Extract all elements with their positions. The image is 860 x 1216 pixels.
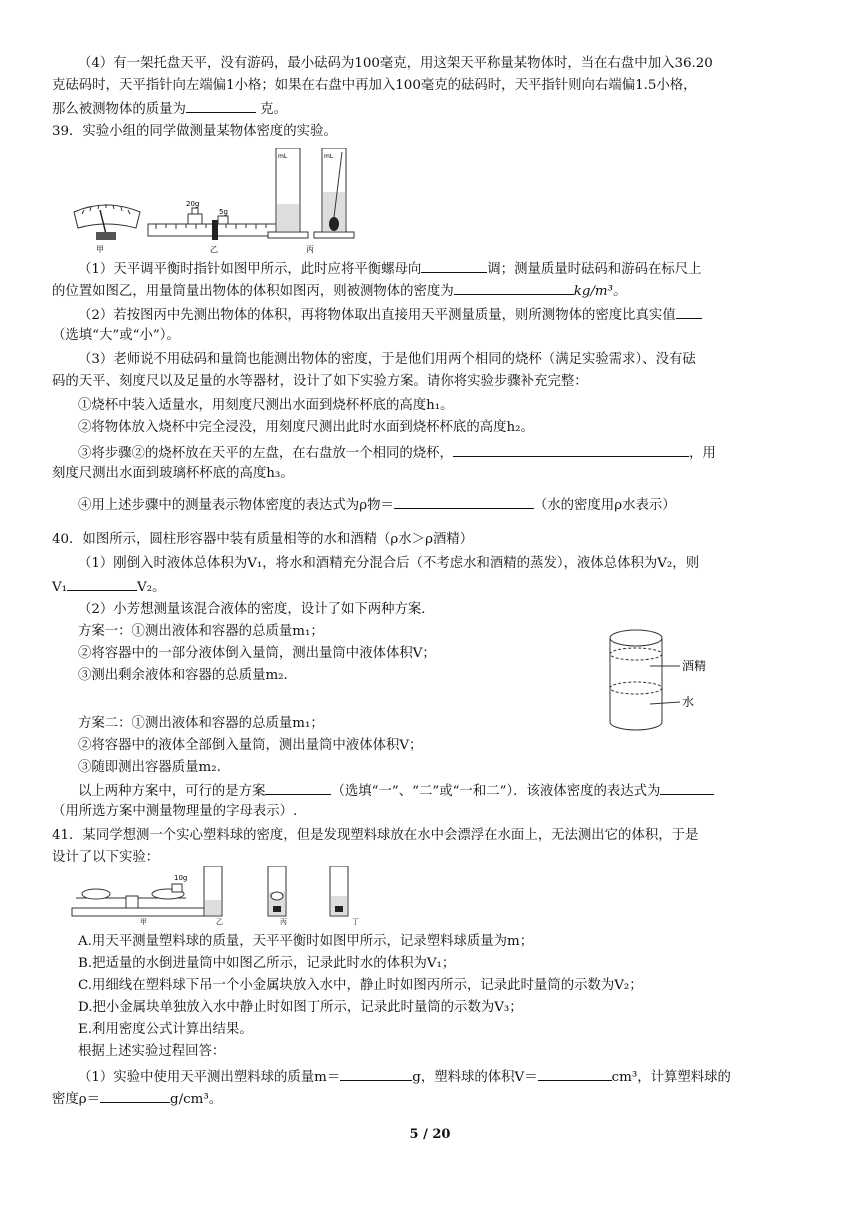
q40-conclusion-line1: 以上两种方案中，可行的是方案 （选填“一”、“二”或“一和二”）．该液体密度的表达式为 [78,780,812,802]
cylinder-bing [268,866,287,926]
answer-blank[interactable] [100,1088,170,1103]
q39-part3-line1: （3）老师说不用砝码和量筒也能测出物体的密度，于是他们用两个相同的烧杯（满足实验需求）、没有砝 [78,352,696,367]
q41-figure [68,866,384,926]
q41-title-line2: 设计了以下实验： [52,850,160,865]
q41-step-D: D.把小金属块单独放入水中静止时如图丁所示，记录此时量筒的示数为V₃； [78,1000,523,1015]
q40-container-figure [606,626,736,736]
answer-blank[interactable] [265,780,331,795]
answer-blank[interactable] [340,1066,412,1081]
q41-step-C: C.用细线在塑料球下吊一个小金属块放入水中，静止时如图丙所示，记录此时量筒的示数为V₂； [78,978,643,993]
q39-title: 39．实验小组的同学做测量某物体密度的实验。 [52,124,337,139]
page-number: 5 / 20 [409,1127,451,1142]
q40-plan2-step2: ②将容器中的液体全部倒入量筒，测出量筒中液体体积V； [78,738,423,753]
q39-step3-line1: ③将步骤②的烧杯放在天平的左盘，在右盘放一个相同的烧杯， ，用 [78,442,812,464]
q40-plan2-step1: 方案二：①测出液体和容器的总质量m₁； [78,716,324,731]
q39-part3-line2: 码的天平、刻度尺以及足量的水等器材，设计了如下实验方案。请你将实验步骤补充完整： [52,374,588,389]
q39-step4: ④用上述步骤中的测量表示物体密度的表达式为ρ物＝ （水的密度用ρ水表示） [78,494,812,516]
fig-label-bing: 丙 [306,245,314,254]
svg-text:丁: 丁 [352,918,359,926]
q40-conclusion-line2: （用所选方案中测量物理量的字母表示）. [52,804,298,819]
answer-blank[interactable] [454,280,574,295]
q40-part2: （2）小芳想测量该混合液体的密度，设计了如下两种方案． [78,602,435,617]
q40-plan2-step3: ③随即测出容器质量m₂. [78,760,221,775]
q39-figure [66,148,386,256]
q41-part1-line2: 密度ρ＝ g/cm³。 [52,1088,812,1110]
q40-plan1-step3: ③测出剩余液体和容器的总质量m₂. [78,668,288,683]
weight-10g-label: 10g [174,874,188,882]
q41-step-E: E.利用密度公式计算出结果。 [78,1022,253,1037]
q39-step2: ②将物体放入烧杯中完全浸没，用刻度尺测出此时水面到烧杯杯底的高度h₂。 [78,420,534,435]
q41-prompt: 根据上述实验过程回答： [78,1044,226,1059]
q41-step-B: B.把适量的水倒进量筒中如图乙所示，记录此时水的体积为V₁； [78,956,456,971]
q40-title: 40．如图所示，圆柱形容器中装有质量相等的水和酒精（ρ水＞ρ酒精） [52,532,474,547]
answer-blank[interactable] [660,780,714,795]
answer-blank[interactable] [67,576,137,591]
q40-part1-line1: （1）刚倒入时液体总体积为V₁，将水和酒精充分混合后（不考虑水和酒精的蒸发），液体总体积为V₂，则 [78,556,700,571]
answer-blank[interactable] [186,98,256,113]
q40-part1-line2: V₁ V₂。 [52,576,812,598]
svg-text:乙: 乙 [216,918,223,926]
ruler-weights-figure [148,200,280,254]
cyl1-unit: mL [278,153,288,160]
balance-pointer-figure [74,204,140,254]
q41-title-line1: 41．某同学想测一个实心塑料球的密度，但是发现塑料球放在水中会漂浮在水面上，无法测出它的体积，于是 [52,828,699,843]
q39-part1-line1: （1）天平调平衡时指针如图甲所示，此时应将平衡螺母向 调；测量质量时砝码和游码在标尺上 [78,258,812,280]
q39-part2-line2: （选填“大”或“小”）。 [52,328,180,343]
q38-part4-line2: 克砝码时，天平指针向左端偏1小格；如果在右盘中再加入100毫克的砝码时，天平指针则向右端偏1.5小格， [52,78,697,93]
cylinder-ding [330,866,359,926]
q39-part2-line1: （2）若按图丙中先测出物体的体积，再将物体取出直接用天平测量质量，则所测物体的密度比真实值 [78,304,812,326]
cyl2-unit: mL [324,153,334,160]
balance-figure [72,874,222,926]
cylinders-figure [268,148,354,254]
fig-label-jia: 甲 [96,245,104,254]
q41-step-A: A.用天平测量塑料球的质量，天平平衡时如图甲所示，记录塑料球质量为m； [78,934,534,949]
q39-step1: ①烧杯中装入适量水，用刻度尺测出水面到烧杯杯底的高度h₁。 [78,398,454,413]
q40-plan1-step1: 方案一：①测出液体和容器的总质量m₁； [78,624,324,639]
svg-text:丙: 丙 [280,918,287,926]
answer-blank[interactable] [676,304,702,319]
q39-step3-line2: 刻度尺测出水面到玻璃杯杯底的高度h₃。 [52,466,294,481]
answer-blank[interactable] [453,442,689,457]
q41-part1-line1: （1）实验中使用天平测出塑料球的质量m＝ g，塑料球的体积V＝ cm³，计算塑料球的 [78,1066,812,1088]
weight-5g-label: 5g [219,208,228,216]
alcohol-label: 酒精 [682,659,707,673]
answer-blank[interactable] [421,258,487,273]
fig-label-jia: 甲 [140,918,147,926]
weight-20g-label: 20g [186,200,200,208]
q39-part1-line2: 的位置如图乙，用量筒量出物体的体积如图丙，则被测物体的密度为 kg/m³。 [52,280,812,302]
answer-blank[interactable] [538,1066,612,1081]
answer-blank[interactable] [394,494,534,509]
fig-label-yi: 乙 [210,245,218,254]
q40-plan1-step2: ②将容器中的一部分液体倒入量筒，测出量筒中液体体积V； [78,646,436,661]
q38-part4-line3: 那么被测物体的质量为 克。 [52,98,812,120]
water-label: 水 [682,695,695,709]
q38-part4-line1: （4）有一架托盘天平，没有游码，最小砝码为100毫克，用这架天平称量某物体时，当在右盘中加入36.20 [78,56,713,71]
cylinder-yi [204,866,223,926]
